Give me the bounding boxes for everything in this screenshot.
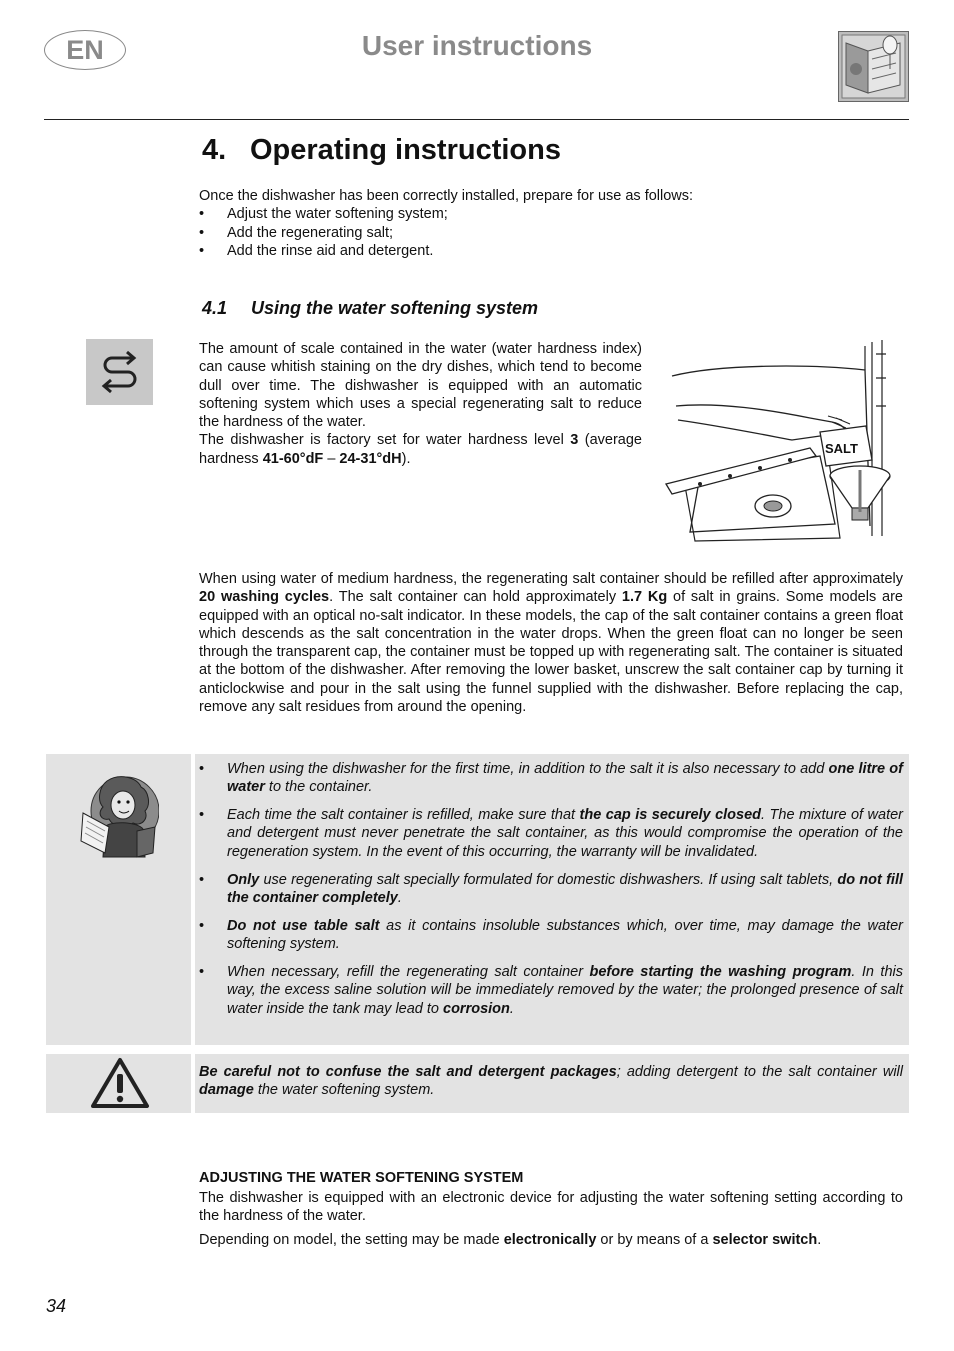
section-title [202,134,561,167]
intro-block [199,187,909,260]
section-title-text: Operating instructions [250,134,561,166]
notes-list [199,760,903,1028]
warning-triangle-icon [90,1057,150,1114]
header-divider [44,119,909,120]
intro-text: Once the dishwasher has been correctly installed, prepare for use as follows: [199,188,694,204]
page-number: 34 [46,1296,67,1316]
salt-label: SALT [825,441,858,456]
warning-icon-panel [46,1054,191,1113]
salt-capacity: 1.7 Kg [621,589,668,606]
subsection-title [202,298,538,319]
water-softener-icon [86,339,153,405]
note-refill-timing: • When necessary, refill the regenerating salt container before starting the washing program. In this way, the excess saline solution will be immediately removed by the water; the prolonged presence of salt water inside the tank may lead to corrosion. [199,963,903,1018]
note-first-use: • When using the dishwasher for the first time, in addition to the salt it is also necessary to add one litre of water to the container. [199,760,903,797]
setup-steps-list [199,205,909,260]
warning-text: Be careful not to confuse the salt and detergent packages; adding detergent to the salt container will damage the water softening system. [199,1064,903,1099]
note-table-salt: • Do not use table salt as it contains insoluble substances which, over time, may damage the water softening system. [199,917,903,954]
list-item: • Adjust the water softening system; [199,205,909,223]
header-title: User instructions [361,30,593,61]
adjusting-method-paragraph: Depending on model, the setting may be made electronically or by means of a selector switch. [199,1232,822,1248]
list-item: • Add the regenerating salt; [199,224,909,242]
section-number: 4. [202,134,227,166]
salt-refill-illustration [660,336,910,546]
softening-intro-paragraph: The amount of scale contained in the water (water hardness index) can cause whitish staining on the dry dishes, which tend to become dull over time. The dishwasher is equipped with an automatic softening system which uses a special regenerating salt to reduce the hardness of the water. The dishwasher is factory set for water hardness level 3 (average hardness 41-60°dF – 24-31°dH). [199,341,642,467]
language-code: EN [66,34,104,65]
notes-icon-panel [46,754,191,1045]
list-item: • Add the rinse aid and detergent. [199,242,909,260]
dishwasher-icon [838,31,909,102]
note-cap-closed: • Each time the salt container is refilled, make sure that the cap is securely closed. The mixture of water and detergent must never penetrate the salt container, as this would compromise the operation of the regeneration system. In the event of this occurring, the warranty will be invalidated. [199,806,903,861]
adjusting-paragraph: The dishwasher is equipped with an electronic device for adjusting the water softening setting according to the hardness of the water. [199,1190,903,1225]
subsection-title-text: Using the water softening system [251,298,539,318]
wash-cycle-count: 20 washing cycles [199,589,330,606]
note-salt-type: • Only use regenerating salt specially formulated for domestic dishwashers. If using salt tablets, do not fill the container completely. [199,871,903,908]
salt-container-paragraph: When using water of medium hardness, the regenerating salt container should be refilled after approximately 20 washing cycles. The salt container can hold approximately 1.7 Kg of salt in grains. Some models are equipped with an optical no-salt indicator. In these models, the cap of the salt container contains a green float which descends as the salt concentration in the water drops. When the green float can no longer be seen through the transparent cap, the container must be topped up with regenerating salt. The container is situated at the bottom of the dishwasher. After removing the lower basket, unscrew the salt container cap by turning it anticlockwise and pour in the salt using the funnel supplied with the dishwasher. Before replacing the cap, remove any salt residues from around the opening. [199,571,903,716]
hardness-level: 3 [570,432,579,449]
reading-woman-icon [79,767,159,866]
subsection-number: 4.1 [202,298,228,318]
adjusting-heading: ADJUSTING THE WATER SOFTENING SYSTEM [199,1170,524,1186]
